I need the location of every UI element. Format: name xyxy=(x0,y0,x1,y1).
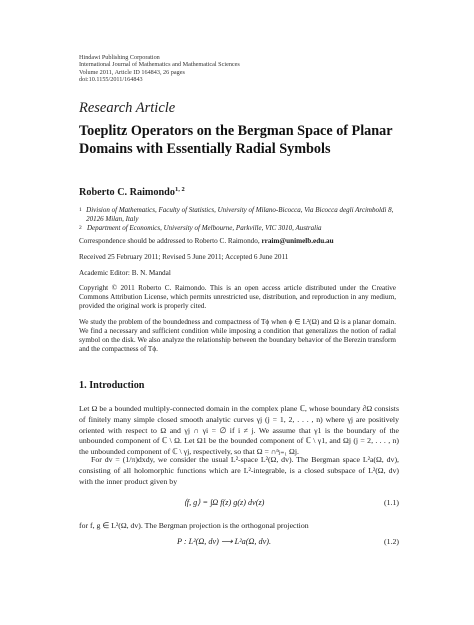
affiliation-text: Division of Mathematics, Faculty of Statistics, University of Milano-Bicocca, Via Bicocca degli Arcimboldi 8, 20126 Milan, Italy xyxy=(86,206,394,224)
author-name: Roberto C. Raimondo xyxy=(79,187,175,198)
affiliation-2 xyxy=(79,224,409,233)
correspondence-text: Correspondence should be addressed to Roberto C. Raimondo, xyxy=(79,237,262,245)
copyright-notice: Copyright © 2011 Roberto C. Raimondo. This is an open access article distributed under the Creative Commons Attribution License, which permits unrestricted use, distribution, and reproduction in any medium, provided the original work is properly cited. xyxy=(79,284,396,310)
correspondence xyxy=(79,237,334,245)
correspondence-email[interactable]: rraim@unimelb.edu.au xyxy=(261,237,334,245)
affiliation-1 xyxy=(79,206,409,224)
paper-title: Toeplitz Operators on the Bergman Space of Planar Domains with Essentially Radial Symbols xyxy=(79,123,393,157)
affiliation-number: 1 xyxy=(79,207,82,213)
equation-number: (1.2) xyxy=(384,536,399,546)
abstract: We study the problem of the boundedness and compactness of Tϕ when ϕ ∈ L²(Ω) and Ω is a planar domain. We find a necessary and sufficient condition while imposing a condition that generalizes the notion of radial symbol on the disk. We also analyze the relationship between the boundary behavior of the Berezin transform and the compactness of Tϕ. xyxy=(79,318,396,353)
volume-info: Volume 2011, Article ID 164843, 26 pages xyxy=(79,68,185,76)
section-heading: 1. Introduction xyxy=(79,380,145,391)
equation-expression: ⟨f, g⟩ = ∫Ω f(z) g(z) dv(z) xyxy=(183,498,265,507)
equation-expression: P : L²(Ω, dv) ⟶ L²a(Ω, dv). xyxy=(176,537,272,546)
academic-editor: Academic Editor: B. N. Mandal xyxy=(79,269,171,277)
journal-name: International Journal of Mathematics and Mathematical Sciences xyxy=(79,61,240,69)
submission-dates: Received 25 February 2011; Revised 5 June 2011; Accepted 6 June 2011 xyxy=(79,253,289,261)
intro-paragraph-3: for f, g ∈ L²(Ω, dv). The Bergman projection is the orthogonal projection xyxy=(79,521,309,530)
article-type: Research Article xyxy=(79,100,176,116)
affiliation-number: 2 xyxy=(79,225,82,232)
doi: doi:10.1155/2011/164843 xyxy=(79,76,143,84)
equation-number: (1.1) xyxy=(384,497,399,507)
intro-paragraph-2: For dv = (1/π)dxdy, we consider the usual L²-space L²(Ω, dv). The Bergman space L²a(Ω, dv), consisting of all holomorphic functions which are L²-integrable, is a closed subspace of L²(Ω, dv) with the inner product given by xyxy=(79,455,399,486)
author-affil-marks: 1, 2 xyxy=(174,186,185,193)
author xyxy=(79,186,185,198)
affiliations xyxy=(79,206,409,234)
intro-paragraph-1: Let Ω be a bounded multiply-connected domain in the complex plane ℂ, whose boundary ∂Ω consists of finitely many simple closed smooth analytic curves γj (j = 1, 2, . . . , n) where γj are positively oriented with respect to Ω and γj ∩ γi = ∅ if i ≠ j. We assume that γ1 is the boundary of the unbounded component of ℂ \ Ω. Let Ω1 be the bounded component of ℂ \ γ1, and Ωj (j = 2, . . . , n) the unbounded component of ℂ \ γj, respectively, so that Ω = ∩ⁿⱼ₌₁ Ωj. xyxy=(79,404,399,457)
journal-metadata xyxy=(79,54,240,84)
equation-1-2 xyxy=(79,536,399,546)
publisher: Hindawi Publishing Corporation xyxy=(79,54,160,61)
equation-1-1 xyxy=(79,497,399,507)
affiliation-text: Department of Economics, University of Melbourne, Parkville, VIC 3010, Australia xyxy=(87,224,322,233)
